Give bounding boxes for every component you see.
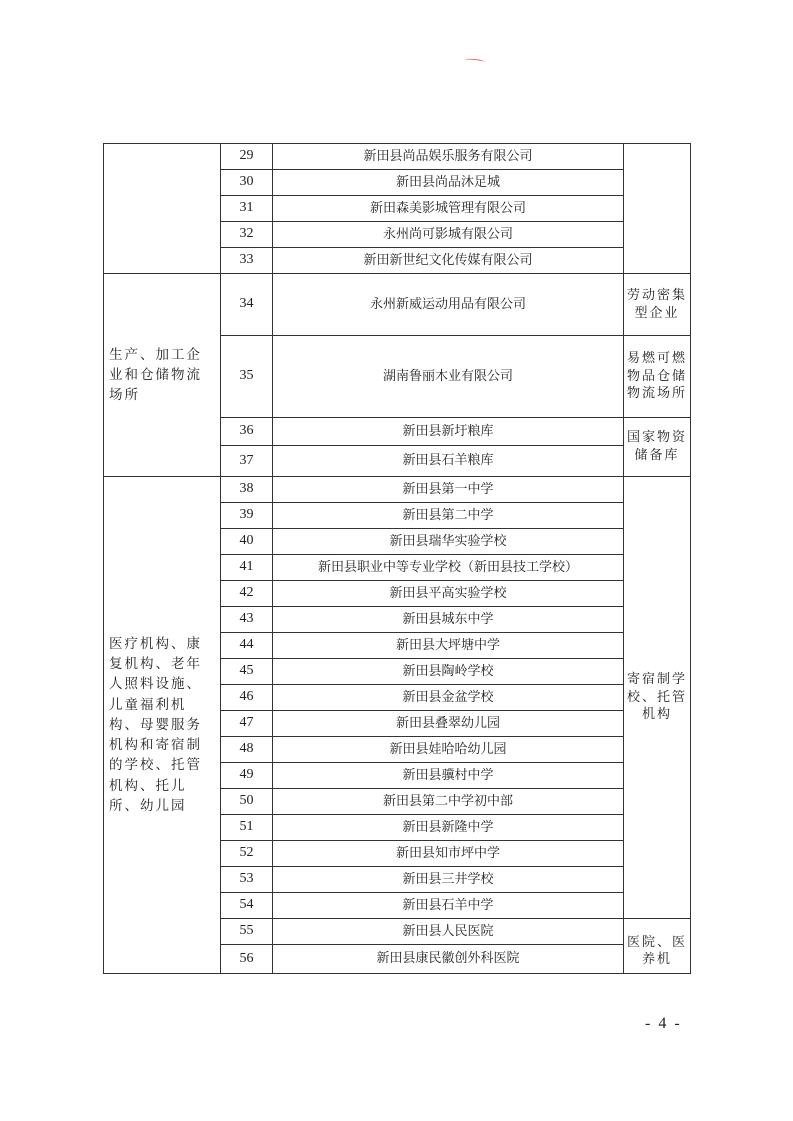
facility-name: 新田县第二中学初中部 bbox=[273, 789, 624, 815]
facility-name: 新田县平高实验学校 bbox=[273, 581, 624, 607]
facility-name: 新田新世纪文化传媒有限公司 bbox=[273, 248, 624, 274]
facility-name: 新田县知市坪中学 bbox=[273, 841, 624, 867]
note-cell bbox=[624, 144, 691, 274]
category-cell bbox=[104, 144, 221, 274]
category-cell: 生产、加工企业和仓储物流场所 bbox=[104, 274, 221, 477]
facility-name: 新田县金盆学校 bbox=[273, 685, 624, 711]
row-number: 42 bbox=[221, 581, 273, 607]
facility-name: 永州尚可影城有限公司 bbox=[273, 222, 624, 248]
row-number: 41 bbox=[221, 555, 273, 581]
note-cell: 国家物资储备库 bbox=[624, 418, 691, 477]
row-number: 52 bbox=[221, 841, 273, 867]
row-number: 33 bbox=[221, 248, 273, 274]
row-number: 32 bbox=[221, 222, 273, 248]
row-number: 50 bbox=[221, 789, 273, 815]
facility-name: 新田县瑞华实验学校 bbox=[273, 529, 624, 555]
row-number: 48 bbox=[221, 737, 273, 763]
facility-name: 新田县石羊粮库 bbox=[273, 446, 624, 477]
row-number: 47 bbox=[221, 711, 273, 737]
facility-name: 新田县三井学校 bbox=[273, 867, 624, 893]
row-number: 45 bbox=[221, 659, 273, 685]
category-cell: 医疗机构、康复机构、老年人照料设施、儿童福利机构、母婴服务机构和寄宿制的学校、托管机构、托儿所、幼儿园 bbox=[104, 477, 221, 974]
row-number: 34 bbox=[221, 274, 273, 336]
facility-name: 新田县新隆中学 bbox=[273, 815, 624, 841]
table-row bbox=[104, 477, 691, 503]
facility-name: 新田县康民徽创外科医院 bbox=[273, 945, 624, 974]
facility-name: 新田县职业中等专业学校（新田县技工学校） bbox=[273, 555, 624, 581]
facility-name: 新田县城东中学 bbox=[273, 607, 624, 633]
facility-name: 永州新威运动用品有限公司 bbox=[273, 274, 624, 336]
note-cell: 劳动密集型企业 bbox=[624, 274, 691, 336]
row-number: 37 bbox=[221, 446, 273, 477]
facility-name: 新田县大坪塘中学 bbox=[273, 633, 624, 659]
row-number: 46 bbox=[221, 685, 273, 711]
row-number: 54 bbox=[221, 893, 273, 919]
facility-name: 新田县第一中学 bbox=[273, 477, 624, 503]
row-number: 55 bbox=[221, 919, 273, 945]
facility-name: 新田县尚品娱乐服务有限公司 bbox=[273, 144, 624, 170]
red-pen-mark bbox=[465, 58, 485, 64]
table-row bbox=[104, 274, 691, 336]
row-number: 36 bbox=[221, 418, 273, 446]
facility-table bbox=[103, 143, 691, 974]
note-cell: 易燃可燃物品仓储物流场所 bbox=[624, 336, 691, 418]
facility-name: 新田县尚品沐足城 bbox=[273, 170, 624, 196]
facility-name: 新田县骥村中学 bbox=[273, 763, 624, 789]
facility-name: 新田森美影城管理有限公司 bbox=[273, 196, 624, 222]
row-number: 43 bbox=[221, 607, 273, 633]
facility-name: 新田县娃哈哈幼儿园 bbox=[273, 737, 624, 763]
row-number: 39 bbox=[221, 503, 273, 529]
note-cell: 医院、医养机 bbox=[624, 919, 691, 974]
row-number: 38 bbox=[221, 477, 273, 503]
facility-name: 新田县陶岭学校 bbox=[273, 659, 624, 685]
facility-name: 新田县第二中学 bbox=[273, 503, 624, 529]
row-number: 29 bbox=[221, 144, 273, 170]
row-number: 35 bbox=[221, 336, 273, 418]
row-number: 49 bbox=[221, 763, 273, 789]
table-row bbox=[104, 144, 691, 170]
row-number: 40 bbox=[221, 529, 273, 555]
row-number: 30 bbox=[221, 170, 273, 196]
row-number: 44 bbox=[221, 633, 273, 659]
row-number: 51 bbox=[221, 815, 273, 841]
facility-name: 湖南鲁丽木业有限公司 bbox=[273, 336, 624, 418]
note-cell: 寄宿制学校、托管机构 bbox=[624, 477, 691, 919]
row-number: 56 bbox=[221, 945, 273, 974]
facility-name: 新田县石羊中学 bbox=[273, 893, 624, 919]
row-number: 31 bbox=[221, 196, 273, 222]
facility-name: 新田县叠翠幼儿园 bbox=[273, 711, 624, 737]
row-number: 53 bbox=[221, 867, 273, 893]
facility-name: 新田县人民医院 bbox=[273, 919, 624, 945]
facility-name: 新田县新圩粮库 bbox=[273, 418, 624, 446]
page-number: - 4 - bbox=[645, 1015, 682, 1032]
